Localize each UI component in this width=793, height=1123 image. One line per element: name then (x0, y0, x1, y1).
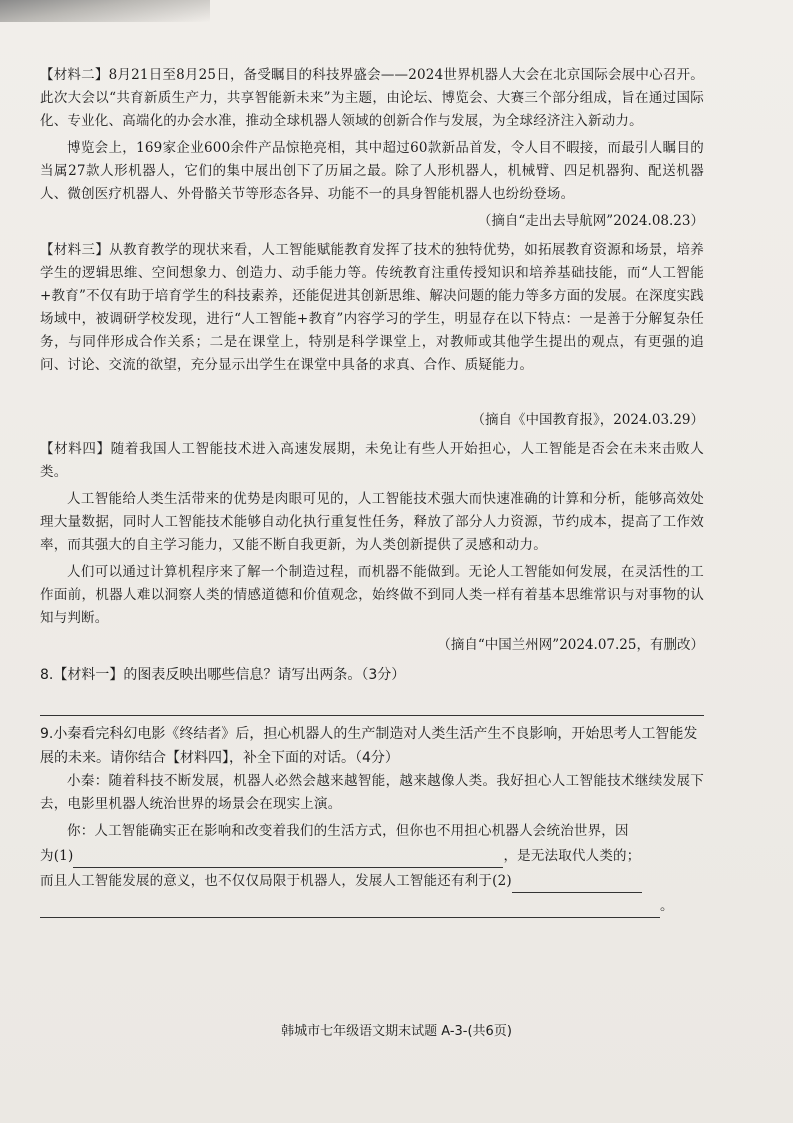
material4-paragraph-2: 人工智能给人类生活带来的优势是肉眼可见的，人工智能技术强大而快速准确的计算和分析，能够高效处理大量数据，同时人工智能技术能够自动化执行重复性任务，释放了部分人力资源，节约成本，提高了工作效率，而其强大的自主学习能力，又能不断自我更新，为人类创新提供了灵感和动力。 (40, 491, 704, 553)
scan-shadow (0, 0, 210, 22)
you-dialogue-line-4 (40, 895, 704, 918)
xiaoqin-dialogue: 小秦：随着科技不断发展，机器人必然会越来越智能，越来越像人类。我好担心人工智能技术继续发展下去，电影里机器人统治世界的场景会在现实上演。 (40, 773, 704, 812)
answer-blank-2[interactable] (512, 874, 642, 893)
material2-paragraph-2: 博览会上，169家企业600余件产品惊艳亮相，其中超过60款新品首发，令人目不暇接，而最引人瞩目的当属27款人形机器人，它们的集中展出创下了历届之最。除了人形机器人，机械臂、四足机器狗、配送机器人、微创医疗机器人、外骨骼关节等形态各异、功能不一的具身智能机器人也纷纷登场。 (40, 140, 704, 202)
material2-source: （摘自“走出去导航网”2024.08.23） (477, 213, 704, 229)
question-9: 9.小秦看完科幻电影《终结者》后，担心机器人的生产制造对人类生活产生不良影响，开始思考人工智能发展的未来。请你结合【材料四】，补全下面的对话。（4分） (40, 726, 698, 766)
material3-source: （摘自《中国教育报》，2024.03.29） (471, 412, 704, 428)
you-dialogue-line-2 (40, 845, 704, 868)
question-8-answer-line[interactable] (40, 691, 704, 716)
material4-source: （摘自“中国兰州网”2024.07.25，有删改） (437, 637, 704, 653)
blank-1-label: 为(1) (40, 848, 74, 864)
page-content (40, 64, 704, 922)
answer-blank-1[interactable] (73, 849, 503, 868)
you-dialogue-line-2-end: ，是无法取代人类的； (503, 848, 641, 864)
question-8: 8.【材料一】的图表反映出哪些信息？请写出两条。（3分） (40, 667, 406, 683)
blank-2-label: 而且人工智能发展的意义，也不仅仅局限于机器人，发展人工智能还有利于(2) (40, 873, 512, 889)
you-dialogue-line-1: 你：人工智能确实正在影响和改变着我们的生活方式，但你也不用担心机器人会统治世界，因 (67, 823, 629, 839)
material2-paragraph-1: 【材料二】8月21日至8月25日，备受瞩目的科技界盛会——2024世界机器人大会在北京国际会展中心召开。此次大会以“共育新质生产力，共享智能新未来”为主题，由论坛、博览会、大赛三个部分组成，旨在通过国际化、专业化、高端化的办会水准，推动全球机器人领域的创新合作与发展，为全球经济注入新动力。 (40, 67, 704, 129)
material4-paragraph-1: 【材料四】随着我国人工智能技术进入高速发展期，未免让有些人开始担心，人工智能是否会在未来击败人类。 (40, 441, 704, 480)
material4-paragraph-3: 人们可以通过计算机程序来了解一个制造过程，而机器不能做到。无论人工智能如何发展，在灵活性的工作面前，机器人难以洞察人类的情感道德和价值观念，始终做不到同人类一样有着基本思维常识与对事物的认知与判断。 (40, 564, 704, 626)
you-dialogue-line-4-end: 。 (660, 898, 674, 914)
you-dialogue-line-3 (40, 870, 704, 893)
page-footer: 韩城市七年级语文期末试题 A-3-(共6页) (281, 1024, 512, 1039)
answer-blank-2-continued[interactable] (40, 899, 660, 918)
material3-paragraph: 【材料三】从教育教学的现状来看，人工智能赋能教育发挥了技术的独特优势，如拓展教育资源和场景，培养学生的逻辑思维、空间想象力、创造力、动手能力等。传统教育注重传授知识和培养基础技能，而“人工智能+教育”不仅有助于培育学生的科技素养，还能促进其创新思维、解决问题的能力等多方面的发展。在深度实践场域中，被调研学校发现，进行“人工智能+教育”内容学习的学生，明显存在以下特点：一是善于分解复杂任务，与同伴形成合作关系；二是在课堂上，特别是科学课堂上，对教师或其他学生提出的观点，有更强的追问、讨论、交流的欲望，充分显示出学生在课堂中具备的求真、合作、质疑能力。 (40, 242, 704, 373)
